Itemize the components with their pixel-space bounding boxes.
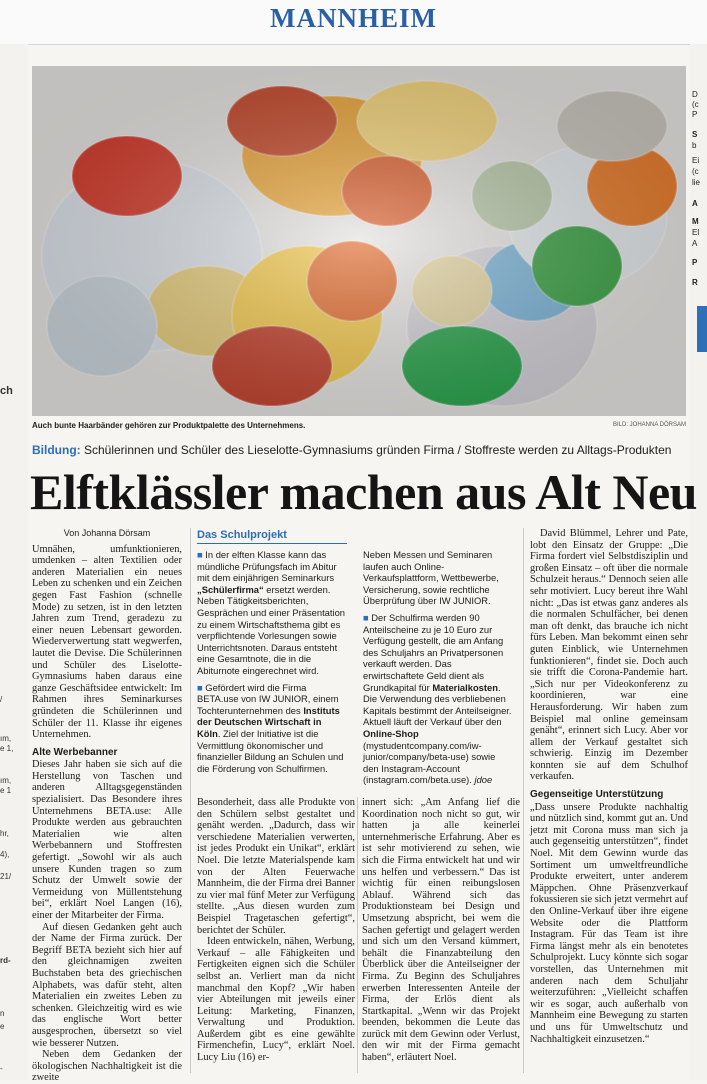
column-3 [362,797,520,1064]
column-rule [523,528,524,1073]
article-photo [32,66,686,416]
square-bullet-icon: ■ [363,611,372,623]
paragraph: „Dass unsere Produkte nachhaltig und nützlich sind, kommt gut an. Und jetzt mit Corona muss man sich ja auch gegenseitig unterstützen“, findet Noel. Mit dem Gewinn wurde das Sortiment um umweltfreundliche Produkte erweitert, unter anderem Mäppchen. Ohne Präsenzverkauf fokussieren sie sich jetzt vermehrt auf den Online-Verkauf über ihre eigene Website oder die Plattform Instagram. Für das Team ist ihre Firma längst mehr als ein benotetes Schulprojekt. Lucy könnte sich sogar vorstellen, das Unternehmen mit anderen nach dem Schuljahr weiterzuführen: „Vielleicht schaffen wir es sogar, auch außerhalb von Mannheim eine Bewegung zu starten und uns für Umweltschutz und Nachhaltigkeit einzusetzen.“ [530,801,688,1045]
paragraph: Neben dem Gedanken der ökologischen Nachhaltigkeit ist die zweite [32,1049,182,1084]
masthead [0,0,707,45]
kicker-text: Schülerinnen und Schüler des Lieselotte-Gymnasiums gründen Firma / Stoffreste werden zu Alltags-Produkten [80,443,672,457]
right-edge-text: M [692,217,699,226]
right-edge-blue-bar [697,306,707,352]
left-edge-text: 4), [0,850,10,859]
subheading: Alte Werbebanner [32,746,118,758]
column-4 [530,528,688,1045]
right-edge-text: D [692,90,698,99]
left-edge-text: ch [0,385,13,397]
headline: Elftklässler machen aus Alt Neu [30,464,697,520]
right-edge-text: (c [692,100,699,109]
right-edge-text: lie [692,178,701,187]
right-edge-text: R [692,278,698,287]
info-box-title: Das Schulprojekt [197,530,347,544]
right-edge-text: S [692,130,698,139]
paragraph: Ideen entwickeln, nähen, Werbung, Verkauf – alle Fähigkeiten und Fertigkeiten eignen sich die Schüler selbst an. Verliert man da nicht manchmal den Kopf? „Wir haben vier Abteilungen mit jeweils einer Leitung: Marketing, Finanzen, Verwaltung und Produktion. Außerdem gibt es eine gewählte Firmenchefin, Lucy“, erklärt Noel. Lucy Liu (16) er- [197,936,355,1064]
info-box-column-2 [363,549,513,791]
info-paragraph: ■ Der Schulfirma werden 90 Anteilscheine zu je 10 Euro zur Verfügung gestellt, die am Anfang des Schuljahrs an Privatpersonen verkauft werden. Das erwirtschaftete Geld dient als Grundkapital für Materialkosten. Die Verwendung des verbliebenen Kapitals bestimmt der Anteilseigner. Aktuell läuft der Verkauf über den Online-Shop (mystudentcompany.com/iw-junior/company/beta-use) sowie den Instagram-Account (instagram.com/beta.use). jdoe [363,611,512,786]
left-edge-text: / [0,695,3,704]
right-page-edge [690,44,707,1080]
paragraph: Dieses Jahr haben sie sich auf die Herstellung von Taschen und anderen Alltagsgegenständen spezialisiert. Das Besondere ihres Unternehmens BETA.use: Alle Produkte werden aus gebrauchten Materialien wie alten Werbebannern und Stoffresten gefertigt. „Sowohl wir als auch unsere Kunden tragen so zum Schutz der Umwelt sowie der Vermeidung von Müllentstehung bei“, erklärt Noel Langen (16), einer der Mitarbeiter der Firma. [32,759,182,921]
right-edge-text: A [692,199,698,208]
square-bullet-icon: ■ [197,681,206,693]
paragraph: innert sich: „Am Anfang lief die Koordination noch nicht so gut, wir hatten ja alle keinerlei unternehmerische Erfahrung. Aber es ist sehr motivierend zu sehen, wie sich die Firma entwickelt hat und wir uns helfen und verbessern.“ Das ist wichtig für einen reibungslosen Ablauf. Während sich das Produktionsteam bei Design und Umsetzung abspricht, bei wem die Sachen gefertigt und gelagert werden und sich um den Versand kümmert, behält die Finanzabteilung den Überblick über die Anteilseigner der Firma. Zu Beginn des Schuljahres erwerben Interessenten Anteile der Firma, der Erlös dient als Startkapital. „Wenn wir das Projekt beenden, bekommen die Leute das zurück mit dem Gewinn oder Verlust, den wir mit der Firma gemacht haben“, erläutert Noel. [362,797,520,1064]
right-edge-text: Ei [692,156,700,165]
right-edge-text: P [692,258,698,267]
info-paragraph: Neben Messen und Seminaren laufen auch Online-Verkaufsplattform, Wettbewerbe, Versicherung, sowie rechtliche Überprüfung über IW JUNIOR. [363,549,499,607]
right-edge-text: P [692,110,698,119]
right-edge-text: El [692,228,700,237]
photo-credit: BILD: JOHANNA DÖRSAM [612,422,686,428]
info-paragraph: ■ Gefördert wird die Firma BETA.use von IW JUNIOR, einem Tochterunternehmen des Instituts der Deutschen Wirtschaft in Köln. Ziel der Initiative ist die Vermittlung ökonomischer und finanzieller Bildung an Schulen und die Förderung von Schulfirmen. [197,681,344,774]
paragraph: Auf diesen Gedanken geht auch der Name der Firma zurück. Der Begriff BETA bezieht sich hier auf den gleichnamigen zweiten Buchstaben beta des griechischen Alphabets, was dafür steht, alten Materialien ein zweites Leben zu schenken. Gleichzeitig wird es wie das englische Wort better ausgesprochen, übersetzt so viel wie besserer Nutzen. [32,921,182,1049]
column-1 [32,528,182,1084]
kicker-label: Bildung: [32,443,81,457]
left-edge-text: e 1 [0,786,12,795]
column-rule [190,528,191,1073]
left-edge-text: e [0,1022,5,1031]
right-edge-text: (c [692,167,699,176]
column-2 [197,797,355,1064]
info-signature: jdoe [474,774,493,786]
kicker-line [32,443,671,457]
byline: Von Johanna Dörsam [63,528,151,538]
subheading: Gegenseitige Unterstützung [530,789,664,801]
photo-caption: Auch bunte Haarbänder gehören zur Produktpalette des Unternehmens. [32,421,306,430]
square-bullet-icon: ■ [197,549,206,560]
info-box [197,530,507,548]
section-title: MANNHEIM [270,3,437,33]
left-edge-text: ım, [0,734,12,743]
scrunchies-illustration [32,66,686,416]
left-edge-text: hr, [0,829,9,838]
left-edge-text: ım, [0,776,12,785]
left-page-edge [0,44,28,1080]
column-rule [357,797,358,1073]
paragraph: Besonderheit, dass alle Produkte von den Schülern selbst gestaltet und genäht werden. „Dadurch, dass wir verschiedene Materialien verwerten, ist jedes Produkt ein Unikat“, erklärt Noel. Die letzte Materialspende kam von der Alten Feuerwache Mannheim, die der Firma drei Banner zu vier mal fünf Meter zur Verfügung stellte. „Aus diesen wurden zum Beispiel Tragetaschen gefertigt“, berichtet der Schüler. [197,797,355,936]
left-edge-text: - [0,1064,3,1073]
right-edge-text: b [692,141,697,150]
right-edge-text: A [692,239,698,248]
left-edge-text: e 1, [0,744,14,753]
left-edge-text: rd- [0,956,11,965]
info-box-column-1 [197,549,347,779]
paragraph: David Blümmel, Lehrer und Pate, lobt den Einsatz der Gruppe: „Die Firma fordert viel Selbstdisziplin und großen Einsatz – oft über die normale Schulzeit heraus.“ Dennoch seien alle sehr motiviert. Lucy bereut ihre Wahl nicht: „Das ist etwas ganz anderes als die normalen Schulfächer, bei denen man oft denkt, das brauche ich nicht fürs Leben. Man bekommt einen sehr guten Einblick, wie Unternehmen funktionieren“, findet sie. Doch auch sie trifft die Corona-Pandemie hart. „Sich nur per Videokonferenz zu koordinieren, war eine Herausforderung. Wir haben zum Beispiel mal online gemeinsam genäht“, erinnert sich Lucy. Aber vor allem der Verkauf gestaltet sich schwierig. Einzig im Dezember konnten sie auf dem Schulhof verkaufen. [530,528,688,783]
info-paragraph: ■ In der elften Klasse kann das mündliche Prüfungsfach im Abitur mit dem einjährigen Seminarkurs „Schülerfirma“ ersetzt werden. Neben Tätigkeitsberichten, Gesprächen und einer Präsentation zu einem Wirtschaftsthema gibt es verpflichtende Vorlesungen sowie Unterrichtsnoten. Daraus entsteht eine Gesamtnote, die in die Abiturnote eingerechnet wird. [197,549,346,676]
paragraph: Umnähen, umfunktionieren, umdenken – alten Textilien oder anderen Materialien ein neues Leben zu schenken und ein Zeichen gegen Fast Fashion (schnelle Mode) zu setzen, ist in den letzten Jahren zum Trend, geradezu zu einer neuen Lebensart geworden. Wiederverwertung statt wegwerfen, lautet die Devise. Die Schülerinnen und Schüler des Liselotte-Gymnasiums haben daraus eine ganze Geschäftsidee entwickelt: Im Rahmen ihres Seminarkurses gründeten die Schülerinnen und Schüler der 11. Klasse ihr eigenes Unternehmen. [32,543,182,741]
left-edge-text: 21/ [0,872,12,881]
left-edge-text: n [0,1009,5,1018]
